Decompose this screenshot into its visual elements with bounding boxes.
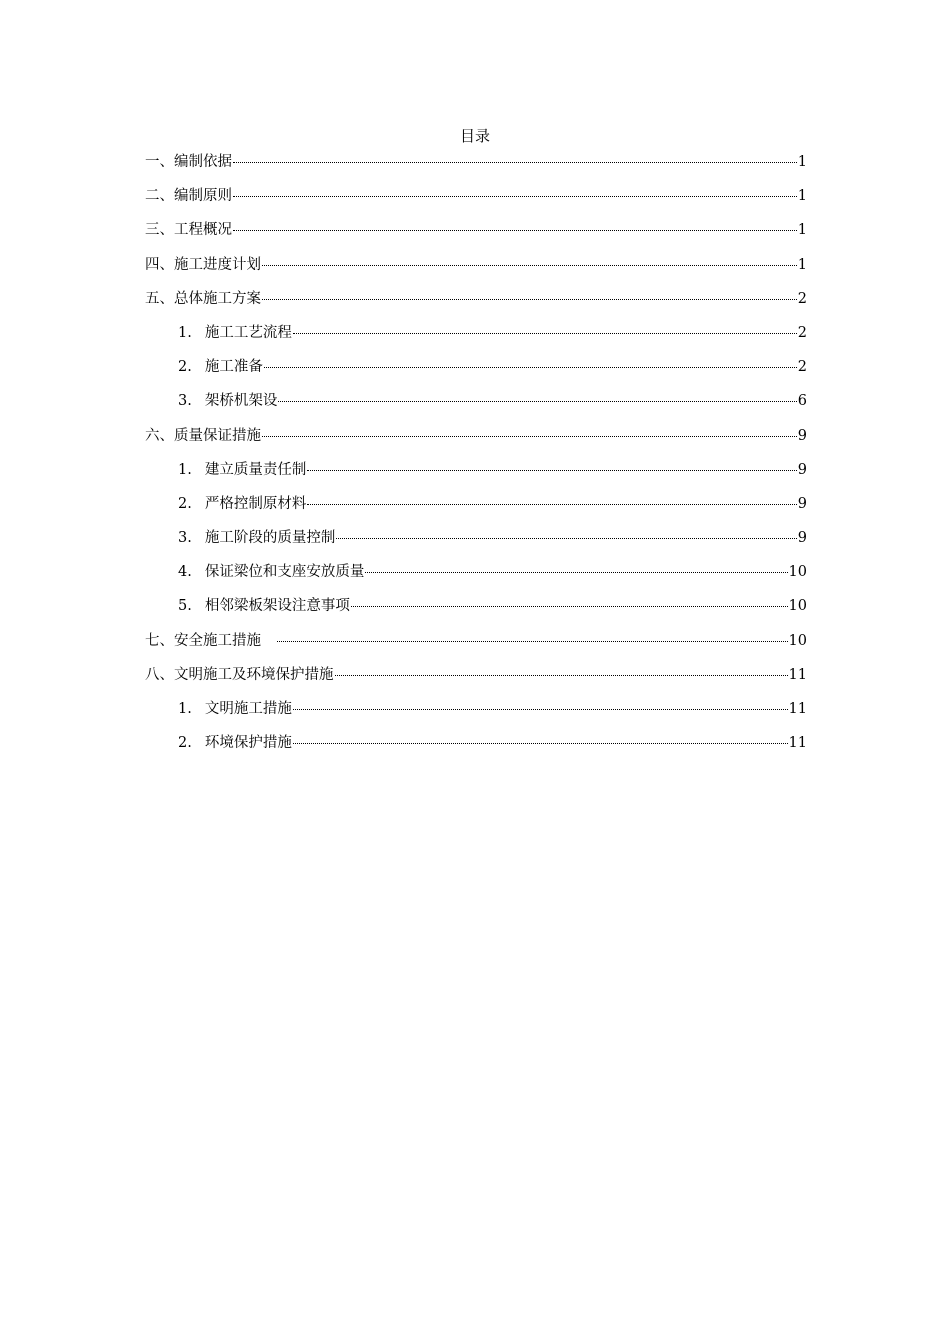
toc-entry-number: 1. (178, 461, 192, 478)
toc-entry-1[interactable] (145, 151, 807, 185)
toc-entry-number: 1. (178, 701, 192, 717)
toc-entry-page: 2 (797, 290, 807, 307)
toc-dot-leader (351, 606, 788, 607)
toc-entry-page: 1 (797, 188, 807, 205)
toc-entry-label: 架桥机架设 (204, 393, 278, 410)
toc-entry-page: 10 (788, 564, 807, 581)
toc-dot-leader (365, 572, 787, 573)
toc-dot-leader (293, 709, 788, 710)
toc-entry-2[interactable] (145, 185, 807, 219)
toc-entry-label: 严格控制原材料 (204, 495, 307, 512)
toc-entry-page: 11 (788, 735, 807, 752)
toc-entry-label: 七、安全施工措施 (145, 632, 261, 649)
toc-entry-number: 4. (178, 564, 192, 581)
toc-entry-8-2[interactable] (145, 732, 807, 766)
toc-entry-number: 3. (178, 530, 192, 547)
toc-list (145, 151, 807, 766)
toc-entry-8[interactable] (145, 664, 807, 698)
toc-entry-label: 五、总体施工方案 (145, 290, 261, 307)
toc-entry-page: 1 (797, 154, 807, 170)
toc-entry-page: 6 (797, 393, 807, 410)
toc-entry-label: 文明施工措施 (204, 701, 292, 717)
toc-dot-leader (293, 743, 788, 744)
toc-dot-leader (233, 162, 797, 163)
toc-entry-page: 2 (797, 324, 807, 341)
toc-entry-page: 2 (797, 359, 807, 376)
toc-entry-number: 2. (178, 359, 192, 376)
toc-entry-page: 9 (797, 427, 807, 444)
toc-dot-leader (262, 299, 797, 300)
toc-entry-5-2[interactable] (145, 356, 807, 390)
toc-dot-leader (293, 333, 797, 334)
toc-entry-8-1[interactable] (145, 698, 807, 732)
toc-dot-leader (278, 401, 796, 402)
toc-entry-label: 环境保护措施 (204, 735, 292, 752)
toc-entry-6-2[interactable] (145, 493, 807, 527)
toc-entry-label: 一、编制依据 (145, 154, 232, 170)
toc-entry-6-5[interactable] (145, 595, 807, 629)
toc-entry-page: 10 (788, 598, 807, 615)
toc-dot-leader (233, 196, 797, 197)
toc-entry-number: 2. (178, 735, 192, 752)
toc-entry-page: 10 (788, 632, 807, 649)
toc-entry-6-4[interactable] (145, 561, 807, 595)
toc-entry-6[interactable] (145, 425, 807, 459)
toc-entry-page: 11 (788, 666, 807, 683)
toc-dot-leader (262, 265, 797, 266)
toc-entry-7[interactable] (145, 630, 807, 664)
toc-dot-leader (336, 538, 796, 539)
toc-entry-label: 施工阶段的质量控制 (204, 530, 336, 547)
toc-entry-5-3[interactable] (145, 390, 807, 424)
toc-entry-page: 11 (788, 701, 807, 717)
toc-entry-page: 9 (797, 461, 807, 478)
toc-dot-leader (335, 675, 788, 676)
toc-entry-label: 相邻梁板架设注意事项 (204, 598, 350, 615)
toc-entry-label: 八、文明施工及环境保护措施 (145, 666, 334, 683)
toc-entry-number: 2. (178, 495, 192, 512)
toc-entry-4[interactable] (145, 254, 807, 288)
toc-entry-label: 建立质量责任制 (204, 461, 307, 478)
toc-entry-5-1[interactable] (145, 322, 807, 356)
toc-entry-number: 5. (178, 598, 192, 615)
toc-entry-page: 1 (797, 222, 807, 239)
toc-entry-label: 四、施工进度计划 (145, 256, 261, 273)
toc-entry-label: 施工准备 (204, 359, 263, 376)
toc-entry-3[interactable] (145, 219, 807, 253)
toc-title: 目录 (459, 127, 490, 145)
toc-entry-page: 9 (797, 530, 807, 547)
toc-entry-5[interactable] (145, 288, 807, 322)
toc-dot-leader (262, 436, 797, 437)
toc-entry-number: 3. (178, 393, 192, 410)
toc-dot-leader (264, 367, 797, 368)
toc-dot-leader (307, 504, 796, 505)
toc-entry-label: 保证梁位和支座安放质量 (204, 564, 365, 581)
toc-dot-leader (233, 230, 797, 231)
toc-entry-6-1[interactable] (145, 459, 807, 493)
toc-entry-label: 三、工程概况 (145, 222, 232, 239)
toc-entry-label: 六、质量保证措施 (145, 427, 261, 444)
toc-entry-page: 1 (797, 256, 807, 273)
toc-entry-6-3[interactable] (145, 527, 807, 561)
toc-dot-leader (277, 641, 788, 642)
toc-entry-label: 二、编制原则 (145, 188, 232, 205)
toc-entry-number: 1. (178, 324, 192, 341)
toc-entry-page: 9 (797, 495, 807, 512)
toc-dot-leader (307, 470, 796, 471)
toc-entry-label: 施工工艺流程 (204, 324, 292, 341)
